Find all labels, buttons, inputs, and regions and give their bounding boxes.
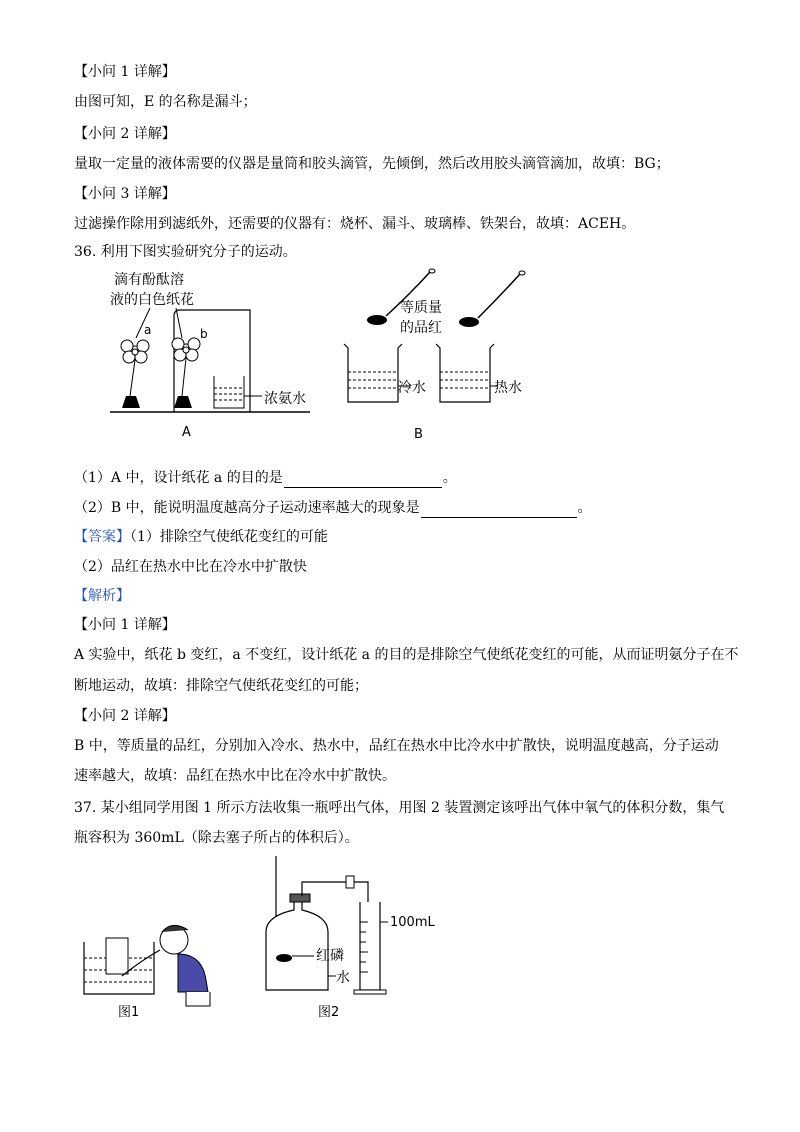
figure-b-caption: B: [414, 427, 423, 442]
figure-b-drawing: [338, 268, 538, 443]
question-36-stem: 36. 利用下图实验研究分子的运动。: [74, 244, 297, 260]
paper-flower-a: [121, 340, 149, 408]
figure-a-caption: A: [182, 425, 191, 440]
q36-heading-q1-detail: 【小问 1 详解】: [74, 617, 176, 633]
q36-answer-2: （2）品红在热水中比在冷水中扩散快: [74, 559, 307, 575]
beaker-hot-water: [436, 344, 498, 402]
q37-stem-line2: 瓶容积为 360mL（除去塞子所占的体积后）。: [74, 830, 359, 846]
q3-answer-text: 过滤操作除用到滤纸外，还需要的仪器有：烧杯、漏斗、玻璃棒、铁架台，故填：ACEH。: [74, 216, 636, 232]
figure-1-caption: 图1: [118, 1005, 140, 1020]
q36-q1-line2: 断地运动，故填：排除空气使纸花变红的可能；: [74, 678, 368, 694]
figure-1-drawing: [82, 880, 222, 1020]
beaker-ammonia: [214, 376, 262, 408]
q36-part1-blank: [284, 472, 442, 488]
figure-2-drawing: [256, 852, 446, 1020]
flower-a-label: a: [144, 323, 152, 337]
q37-stem-line1: 37. 某小组同学用图 1 所示方法收集一瓶呼出气体，用图 2 装置测定该呼出气体中氧气的体积分数，集气: [74, 800, 725, 816]
volume-label: 100mL: [390, 915, 435, 930]
analysis-tag: 【解析】: [74, 588, 130, 604]
flower-b-label: b: [200, 327, 208, 341]
heading-q1-detail: 【小问 1 详解】: [74, 64, 176, 80]
q36-q1-line1: A 实验中，纸花 b 变红，a 不变红，设计纸花 a 的目的是排除空气使纸花变红的可能，从而证明氨分子在不: [74, 647, 739, 663]
figure-2-caption: 图2: [318, 1005, 340, 1020]
figure-a-drawing: [110, 268, 330, 443]
cold-water-label: 冷水: [398, 380, 426, 396]
q36-heading-q2-detail: 【小问 2 详解】: [74, 708, 176, 724]
figure-a-label-line2: 液的白色纸花: [110, 292, 194, 308]
hot-water-label: 热水: [494, 380, 522, 396]
q36-q2-line1: B 中，等质量的品红，分别加入冷水、热水中，品红在热水中比冷水中扩散快，说明温度越高，分子运动: [74, 738, 719, 754]
figure-b: [338, 268, 538, 447]
q36-part2-blank: [421, 502, 577, 518]
water-label: 水: [336, 970, 350, 986]
q36-part2-text: （2）B 中，能说明温度越高分子运动速率越大的现象是: [74, 500, 420, 516]
heading-q3-detail: 【小问 3 详解】: [74, 186, 176, 202]
q1-answer-text: 由图可知，E 的名称是漏斗；: [74, 94, 257, 110]
graduated-cylinder: [354, 902, 388, 994]
q36-part2-end: 。: [577, 500, 592, 516]
figure-a-label-line1: 滴有酚酞溶: [114, 272, 184, 288]
q36-part1-end: 。: [442, 470, 457, 486]
q36-q2-line2: 速率越大，故填：品红在热水中比在冷水中扩散快。: [74, 768, 396, 784]
red-phosphorus-label: 红磷: [316, 948, 344, 964]
q2-answer-text: 量取一定量的液体需要的仪器是量筒和胶头滴管，先倾倒，然后改用胶头滴管滴加，故填：BG；: [74, 156, 670, 172]
q36-part2: [74, 498, 592, 518]
figure-1: [82, 880, 222, 1024]
q36-part1: [74, 468, 457, 488]
q36-answer-1: [74, 527, 328, 547]
heading-q2-detail: 【小问 2 详解】: [74, 126, 176, 142]
answer-1-text: （1）排除空气使纸花变红的可能: [130, 529, 328, 545]
q36-part1-text: （1）A 中，设计纸花 a 的目的是: [74, 470, 283, 486]
answer-tag: 【答案】: [74, 529, 130, 545]
figure-b-label-line1: 等质量: [400, 300, 442, 316]
ammonia-label: 浓氨水: [264, 391, 306, 407]
paper-flower-b: [172, 338, 200, 408]
figure-b-label-line2: 的品红: [400, 320, 442, 336]
figure-2: [256, 852, 446, 1024]
figure-a: [110, 268, 330, 447]
